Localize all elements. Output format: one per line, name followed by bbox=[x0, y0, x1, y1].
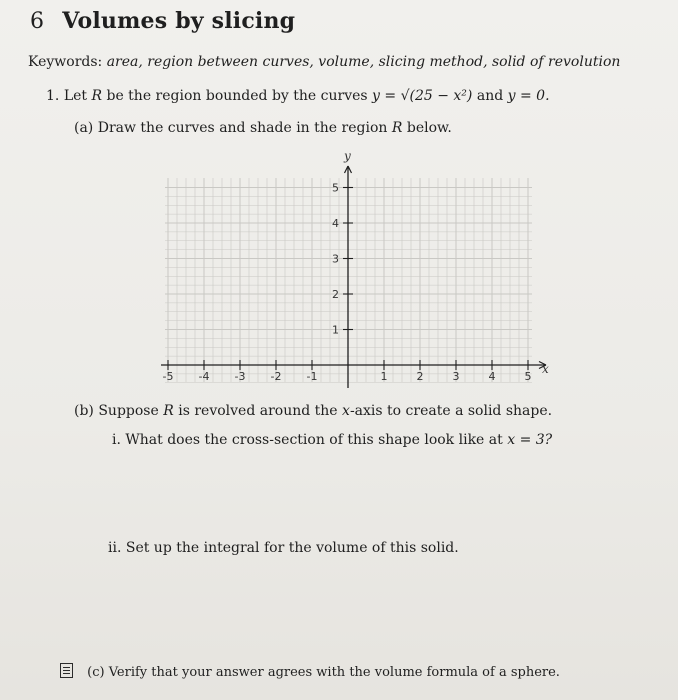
part-b-ii-text: Set up the integral for the volume of this solid. bbox=[125, 540, 459, 556]
part-c bbox=[60, 663, 560, 680]
section-title: Volumes by slicing bbox=[62, 8, 296, 34]
keywords-terms: area, region between curves, volume, slicing method, solid of revolution bbox=[106, 54, 621, 70]
part-b-i-label: i. bbox=[112, 432, 121, 448]
y-axis-label: y bbox=[344, 149, 351, 163]
x-tick-label: -2 bbox=[270, 370, 282, 383]
x-tick-label: -1 bbox=[306, 370, 318, 383]
part-b-label: (b) bbox=[74, 403, 94, 419]
part-b-region: R bbox=[163, 403, 174, 419]
tick-labels bbox=[163, 182, 532, 384]
question-1-text-middle: be the region bounded by the curves bbox=[106, 88, 368, 104]
calculator-icon bbox=[60, 663, 73, 678]
part-b-i-text: What does the cross-section of this shape look like at bbox=[125, 432, 503, 448]
x-tick-label: 3 bbox=[452, 370, 460, 383]
question-1-text-before: Let bbox=[63, 88, 88, 104]
part-b-i-value: x = 3? bbox=[507, 432, 553, 448]
x-tick-label: -3 bbox=[234, 370, 246, 383]
y-tick-label: 3 bbox=[332, 252, 339, 266]
curve-equation-2: y = 0. bbox=[507, 88, 550, 104]
x-tick-label: 2 bbox=[416, 370, 424, 383]
x-tick-label: 4 bbox=[488, 370, 496, 383]
y-tick-label: 1 bbox=[332, 323, 339, 337]
part-a-label: (a) bbox=[74, 120, 94, 136]
part-b-text-after: -axis to create a solid shape. bbox=[349, 403, 553, 419]
part-c-text: Verify that your answer agrees with the volume formula of a sphere. bbox=[108, 665, 560, 680]
keywords-label: Keywords: bbox=[28, 54, 103, 70]
x-tick-label: -4 bbox=[198, 370, 210, 383]
y-tick-label: 2 bbox=[332, 288, 339, 301]
x-tick-label: -5 bbox=[162, 370, 174, 383]
region-symbol: R bbox=[91, 88, 103, 104]
x-tick-label: 5 bbox=[524, 370, 532, 383]
y-tick-label: 4 bbox=[332, 217, 339, 230]
part-b-ii bbox=[108, 540, 459, 556]
part-a-text: Draw the curves and shade in the region bbox=[97, 120, 388, 136]
question-1-and: and bbox=[476, 88, 504, 104]
part-a-text-after: below. bbox=[406, 120, 452, 136]
part-b-text-middle: is revolved around the bbox=[178, 403, 338, 419]
part-c-label: (c) bbox=[87, 665, 105, 680]
part-b-axis: x bbox=[342, 403, 350, 419]
question-1-number: 1. bbox=[46, 88, 60, 104]
part-a-region: R bbox=[391, 120, 403, 136]
axes bbox=[161, 166, 546, 388]
x-axis-label: x bbox=[542, 362, 549, 376]
part-b-text-before: Suppose bbox=[98, 403, 159, 419]
curve-equation-1: y = √(25 − x²) bbox=[372, 88, 473, 104]
part-b-i bbox=[112, 432, 552, 448]
part-b-ii-label: ii. bbox=[108, 540, 122, 556]
x-tick-label: 1 bbox=[380, 370, 388, 383]
part-b bbox=[74, 403, 552, 419]
y-tick-label: 5 bbox=[332, 181, 339, 195]
section-number: 6 bbox=[30, 9, 45, 34]
